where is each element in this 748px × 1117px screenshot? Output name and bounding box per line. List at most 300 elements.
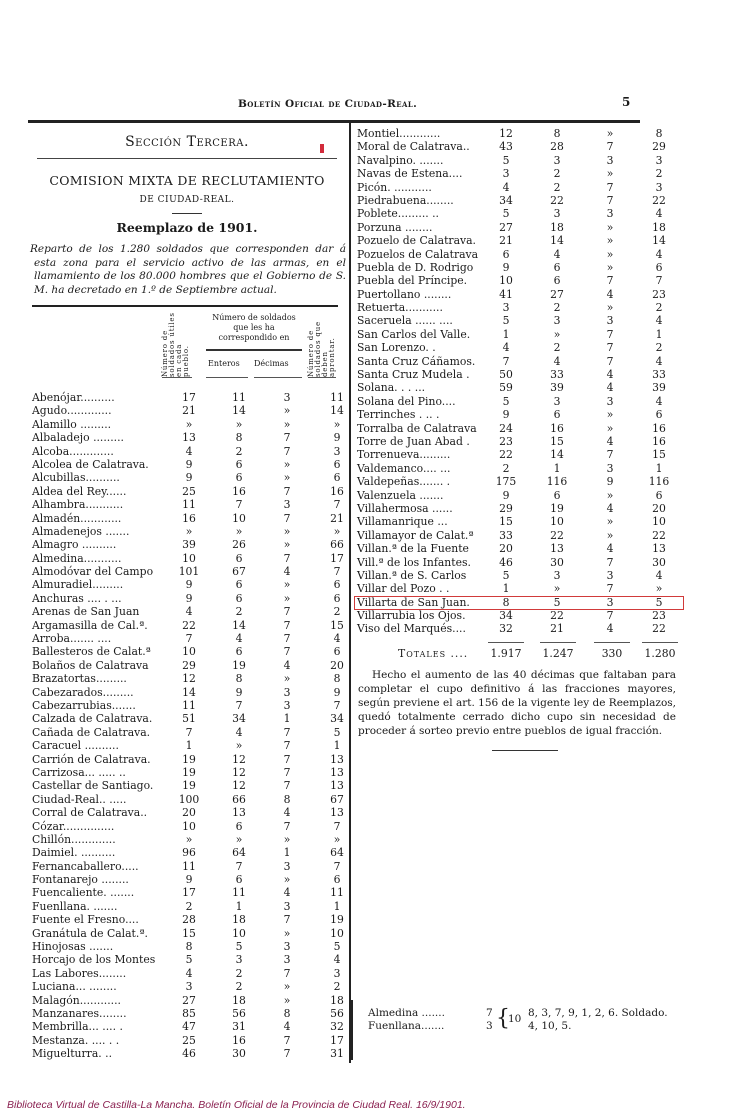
useful-soldiers: 11 — [182, 498, 196, 512]
enteros: 2 — [235, 980, 243, 994]
divider — [492, 750, 558, 751]
table-row — [354, 288, 744, 301]
enteros: 11 — [232, 391, 246, 404]
useful-soldiers: 10 — [499, 274, 513, 288]
decimas: 3 — [283, 391, 291, 404]
decimas: » — [606, 127, 614, 140]
decimas: 3 — [606, 394, 614, 408]
enteros: » — [235, 832, 243, 846]
useful-soldiers: » — [185, 417, 193, 431]
totals-rules — [354, 636, 744, 646]
to-provide: 7 — [333, 859, 341, 873]
table-row — [354, 502, 744, 515]
useful-soldiers: 7 — [185, 632, 193, 646]
to-provide: 1 — [655, 461, 663, 475]
draw-fraction: 10 — [508, 1013, 522, 1025]
useful-soldiers: 5 — [502, 314, 510, 328]
decimas: » — [606, 260, 614, 274]
table-row — [354, 582, 744, 595]
table-row — [354, 167, 744, 180]
table-row — [28, 953, 346, 966]
table-row — [28, 445, 346, 458]
useful-soldiers: 21 — [499, 234, 513, 248]
table-row — [354, 181, 744, 194]
town-name: Arenas de San Juan — [32, 605, 140, 619]
town-name: Granátula de Calat.ª. — [32, 926, 148, 940]
table-row — [28, 552, 346, 565]
useful-soldiers: 12 — [499, 127, 513, 140]
enteros: 8 — [235, 431, 243, 445]
enteros: 4 — [553, 247, 561, 261]
decimas: » — [283, 417, 291, 431]
town-name: Torre de Juan Abad . — [357, 434, 470, 448]
town-name: Torralba de Calatrava — [357, 421, 477, 435]
decimas: 7 — [283, 618, 291, 632]
useful-soldiers: 47 — [182, 1020, 196, 1034]
to-provide: 22 — [652, 193, 666, 207]
useful-soldiers: 5 — [502, 568, 510, 582]
useful-soldiers: 21 — [182, 404, 196, 418]
useful-soldiers: 9 — [185, 471, 193, 485]
decimas: 3 — [283, 685, 291, 699]
to-provide: 30 — [652, 555, 666, 569]
table-row — [28, 712, 346, 725]
decimas: 7 — [606, 354, 614, 368]
town-name: Argamasilla de Cal.ª. — [32, 618, 148, 632]
table-row — [28, 820, 346, 833]
table-row — [28, 913, 346, 926]
town-name: Cabezarrubias....... — [32, 698, 136, 712]
decimas: 7 — [283, 431, 291, 445]
useful-soldiers: » — [185, 524, 193, 538]
decimas: » — [606, 234, 614, 248]
enteros: 34 — [232, 712, 246, 726]
useful-soldiers: 20 — [182, 806, 196, 820]
decimas: 7 — [606, 327, 614, 341]
enteros: 1 — [553, 461, 561, 475]
table-row — [354, 221, 744, 234]
enteros: » — [553, 582, 561, 596]
useful-soldiers: 9 — [185, 457, 193, 471]
table-row — [354, 207, 744, 220]
decimas: 7 — [606, 193, 614, 207]
useful-soldiers: 46 — [499, 555, 513, 569]
useful-soldiers: 29 — [182, 658, 196, 672]
decimas: 7 — [283, 752, 291, 766]
table-row — [28, 605, 346, 618]
useful-soldiers: 1 — [502, 582, 510, 596]
decimas: 4 — [606, 287, 614, 301]
table-row — [354, 422, 744, 435]
town-name: Castellar de Santiago. — [32, 779, 154, 793]
enteros: 13 — [232, 806, 246, 820]
enteros: 16 — [550, 421, 564, 435]
enteros: 3 — [553, 153, 561, 167]
to-provide: 4 — [655, 207, 663, 221]
table-row — [354, 542, 744, 555]
to-provide: 5 — [655, 595, 663, 609]
table-row — [354, 489, 744, 502]
to-provide: 6 — [333, 873, 341, 887]
decimas: 4 — [283, 886, 291, 900]
to-provide: » — [333, 417, 341, 431]
table-row — [28, 659, 346, 672]
to-provide: 16 — [652, 434, 666, 448]
town-name: Carrión de Calatrava. — [32, 752, 151, 766]
enteros: 21 — [550, 622, 564, 636]
useful-soldiers: 3 — [502, 167, 510, 181]
to-provide: 1 — [333, 899, 341, 913]
town-name: Viso del Marqués.... — [357, 622, 466, 636]
enteros: 64 — [232, 846, 246, 860]
town-name: Almadén............ — [32, 511, 122, 525]
to-provide: 3 — [333, 966, 341, 980]
table-row — [354, 408, 744, 421]
decimas: » — [283, 993, 291, 1007]
brace-line — [351, 1000, 353, 1060]
useful-soldiers: 50 — [499, 368, 513, 382]
decimas: 3 — [283, 953, 291, 967]
useful-soldiers: 6 — [502, 247, 510, 261]
decimas: » — [606, 515, 614, 529]
table-row — [354, 381, 744, 394]
decimas: 7 — [606, 448, 614, 462]
brace-icon: { — [496, 1006, 510, 1031]
enteros: 3 — [553, 314, 561, 328]
decimas: » — [606, 408, 614, 422]
decimas: 3 — [606, 153, 614, 167]
to-provide: 3 — [333, 444, 341, 458]
town-name: Agudo............. — [32, 404, 112, 418]
useful-soldiers: 22 — [499, 448, 513, 462]
useful-soldiers: 24 — [499, 421, 513, 435]
table-row — [28, 779, 346, 792]
useful-soldiers: 19 — [182, 752, 196, 766]
table-row — [354, 234, 744, 247]
decimas: 3 — [283, 698, 291, 712]
decimas: 4 — [283, 658, 291, 672]
table-row — [28, 645, 346, 658]
useful-soldiers: 9 — [185, 873, 193, 887]
useful-soldiers: 43 — [499, 140, 513, 154]
enteros: 14 — [232, 618, 246, 632]
to-provide: 11 — [330, 886, 344, 900]
town-name: Fontanarejo ........ — [32, 873, 129, 887]
to-provide: 23 — [652, 287, 666, 301]
decimas: 3 — [283, 859, 291, 873]
enteros: 7 — [235, 698, 243, 712]
enteros: 27 — [550, 287, 564, 301]
to-provide: 17 — [330, 1033, 344, 1047]
useful-soldiers: 39 — [182, 538, 196, 552]
useful-soldiers: 100 — [178, 792, 200, 806]
enteros: 28 — [550, 140, 564, 154]
enteros: 22 — [550, 193, 564, 207]
town-name: Almuradiel......... — [32, 578, 124, 592]
enteros: 11 — [232, 886, 246, 900]
useful-soldiers: 9 — [502, 408, 510, 422]
town-name: Villar del Pozo . . — [357, 582, 450, 596]
decimas: 7 — [283, 966, 291, 980]
table-row — [354, 328, 744, 341]
useful-soldiers: 9 — [185, 591, 193, 605]
useful-soldiers: 5 — [502, 153, 510, 167]
header-decimas: Décimas — [254, 359, 289, 368]
decimas: 3 — [606, 314, 614, 328]
useful-soldiers: 3 — [502, 301, 510, 315]
useful-soldiers: 4 — [502, 341, 510, 355]
enteros: 2 — [235, 605, 243, 619]
decimas: 7 — [606, 609, 614, 623]
to-provide: 67 — [330, 792, 344, 806]
divider — [37, 158, 337, 159]
town-name: Ciudad-Real.. ..... — [32, 792, 127, 806]
decimas: » — [606, 421, 614, 435]
town-name: Ballesteros de Calat.ª — [32, 645, 151, 659]
table-row — [28, 418, 346, 431]
to-provide: 14 — [652, 234, 666, 248]
to-provide: 3 — [655, 180, 663, 194]
enteros: 3 — [553, 207, 561, 221]
section-title: Sección Tercera. — [125, 134, 249, 150]
useful-soldiers: 4 — [185, 605, 193, 619]
useful-soldiers: 23 — [499, 434, 513, 448]
town-name: Corral de Calatrava.. — [32, 806, 148, 820]
to-provide: 3 — [655, 153, 663, 167]
useful-soldiers: 20 — [499, 542, 513, 556]
table-row — [28, 806, 346, 819]
table-row — [28, 512, 346, 525]
table-row — [28, 833, 346, 846]
useful-soldiers: 3 — [185, 980, 193, 994]
table-row — [354, 556, 744, 569]
decimas: » — [283, 578, 291, 592]
table-row — [28, 766, 346, 779]
right-column — [354, 127, 744, 751]
to-provide: 56 — [330, 1006, 344, 1020]
decimas: » — [283, 832, 291, 846]
enteros: 6 — [235, 873, 243, 887]
table-header — [28, 307, 346, 383]
town-name: Valdemanco.... ... — [357, 461, 451, 475]
table-row — [354, 622, 744, 635]
useful-soldiers: 10 — [182, 645, 196, 659]
enteros: 6 — [553, 260, 561, 274]
town-name: Fuencaliente. ....... — [32, 886, 135, 900]
town-name: Aldea del Rey...... — [32, 484, 127, 498]
useful-soldiers: 4 — [502, 180, 510, 194]
to-provide: 7 — [655, 274, 663, 288]
useful-soldiers: 15 — [499, 515, 513, 529]
to-provide: 6 — [333, 591, 341, 605]
enteros: 10 — [232, 511, 246, 525]
table-row — [28, 391, 346, 404]
decimas: » — [606, 488, 614, 502]
useful-soldiers: 1 — [502, 327, 510, 341]
useful-soldiers: 5 — [502, 207, 510, 221]
table-row — [28, 578, 346, 591]
town-name: Alcoba............. — [32, 444, 114, 458]
town-name: Santa Cruz Cáñamos. — [357, 354, 476, 368]
decimas: 4 — [606, 622, 614, 636]
useful-soldiers: 19 — [182, 765, 196, 779]
town-name: Bolaños de Calatrava — [32, 658, 149, 672]
decimas: 4 — [283, 806, 291, 820]
decimas: » — [606, 220, 614, 234]
decimas: 7 — [283, 484, 291, 498]
table-row — [28, 753, 346, 766]
to-provide: 33 — [652, 368, 666, 382]
to-provide: 4 — [333, 632, 341, 646]
town-name: Malagón............ — [32, 993, 121, 1007]
decimas: 4 — [606, 542, 614, 556]
enteros: 19 — [550, 501, 564, 515]
enteros: 3 — [235, 953, 243, 967]
draw-block — [368, 1007, 748, 1033]
table-row — [28, 619, 346, 632]
enteros: 116 — [546, 475, 568, 489]
enteros: 10 — [550, 515, 564, 529]
enteros: 22 — [550, 528, 564, 542]
table-row — [28, 632, 346, 645]
decimas: » — [283, 926, 291, 940]
enteros: 6 — [235, 578, 243, 592]
enteros: 30 — [550, 555, 564, 569]
enteros: 56 — [232, 1006, 246, 1020]
table-row — [354, 462, 744, 475]
to-provide: 23 — [652, 609, 666, 623]
table-row — [28, 672, 346, 685]
enteros: 26 — [232, 538, 246, 552]
to-provide: 7 — [333, 498, 341, 512]
town-name: Almedina........... — [32, 551, 122, 565]
enteros: 6 — [553, 488, 561, 502]
to-provide: 6 — [655, 260, 663, 274]
town-name: Piedrabuena........ — [357, 193, 454, 207]
enteros: 6 — [235, 591, 243, 605]
enteros: 2 — [235, 966, 243, 980]
table-row — [354, 127, 744, 140]
table-row — [28, 525, 346, 538]
decimas: » — [606, 247, 614, 261]
enteros: 66 — [232, 792, 246, 806]
enteros: 6 — [553, 274, 561, 288]
enteros: 18 — [232, 913, 246, 927]
table-row — [28, 980, 346, 993]
useful-soldiers: 32 — [499, 622, 513, 636]
to-provide: 9 — [333, 685, 341, 699]
to-provide: 7 — [333, 565, 341, 579]
header-useful-soldiers: Número de soldados útiles en cada pueblo. — [161, 312, 190, 377]
enteros: » — [235, 417, 243, 431]
useful-soldiers: 34 — [499, 193, 513, 207]
town-name: Villan.ª de S. Carlos — [357, 568, 467, 582]
town-name: Valdepeñas....... . — [357, 475, 451, 489]
useful-soldiers: 8 — [185, 940, 193, 954]
useful-soldiers: 51 — [182, 712, 196, 726]
to-provide: 4 — [333, 953, 341, 967]
decimas: 7 — [606, 180, 614, 194]
header-underline — [206, 377, 248, 378]
decimas: 7 — [606, 274, 614, 288]
table-row — [28, 592, 346, 605]
table-row — [354, 261, 744, 274]
draw-decimas: 7 — [486, 1007, 493, 1019]
to-provide: 116 — [648, 475, 670, 489]
enteros: 12 — [232, 779, 246, 793]
enteros: » — [235, 739, 243, 753]
enteros: 10 — [232, 926, 246, 940]
enteros: 14 — [550, 448, 564, 462]
useful-soldiers: 9 — [185, 578, 193, 592]
useful-soldiers: 29 — [499, 501, 513, 515]
decimas: 3 — [283, 940, 291, 954]
useful-soldiers: 4 — [185, 444, 193, 458]
header-assigned-group: Número de soldados que les ha correspondido en — [212, 313, 296, 342]
to-provide: 32 — [330, 1020, 344, 1034]
enteros: 16 — [232, 1033, 246, 1047]
table-row — [354, 609, 744, 622]
table-row — [354, 248, 744, 261]
totals-row — [354, 646, 744, 662]
enteros: 14 — [550, 234, 564, 248]
table-row — [28, 699, 346, 712]
to-provide: 34 — [330, 712, 344, 726]
to-provide: 6 — [333, 578, 341, 592]
town-name: Montiel............ — [357, 127, 441, 140]
totals-label: Totales .... — [398, 646, 469, 660]
town-name: Villamayor de Calat.ª — [357, 528, 474, 542]
town-name: Santa Cruz Mudela . — [357, 368, 470, 382]
town-name: Pozuelo de Calatrava. — [357, 234, 476, 248]
to-provide: 6 — [655, 488, 663, 502]
to-provide: 2 — [655, 167, 663, 181]
decimas: 7 — [283, 551, 291, 565]
town-name: Albaladejo ......... — [32, 431, 124, 445]
table-row — [354, 194, 744, 207]
to-provide: 13 — [330, 806, 344, 820]
enteros: 7 — [235, 498, 243, 512]
useful-soldiers: 22 — [182, 618, 196, 632]
to-provide: 15 — [330, 618, 344, 632]
table-row — [354, 368, 744, 381]
useful-soldiers: 16 — [182, 511, 196, 525]
to-provide: 6 — [333, 457, 341, 471]
to-provide: 13 — [652, 542, 666, 556]
table-row — [28, 1007, 346, 1020]
to-provide: 6 — [333, 471, 341, 485]
to-provide: 20 — [652, 501, 666, 515]
decimas: » — [283, 471, 291, 485]
to-provide: 4 — [655, 394, 663, 408]
table-row — [354, 341, 744, 354]
town-name: San Lorenzo. . — [357, 341, 436, 355]
enteros: 2 — [553, 180, 561, 194]
useful-soldiers: 17 — [182, 886, 196, 900]
useful-soldiers: 25 — [182, 484, 196, 498]
table-row — [28, 431, 346, 444]
decimas: » — [283, 404, 291, 418]
enteros: 2 — [235, 444, 243, 458]
town-name: Villan.ª de la Fuente — [357, 542, 469, 556]
useful-soldiers: 175 — [495, 475, 517, 489]
town-name: Carrizosa... ..... .. — [32, 765, 126, 779]
enteros: 6 — [553, 408, 561, 422]
town-name: Villahermosa ...... — [357, 501, 453, 515]
useful-soldiers: 11 — [182, 698, 196, 712]
reemplazo-heading: Reemplazo de 1901. — [116, 220, 258, 235]
header-underline — [254, 377, 302, 378]
